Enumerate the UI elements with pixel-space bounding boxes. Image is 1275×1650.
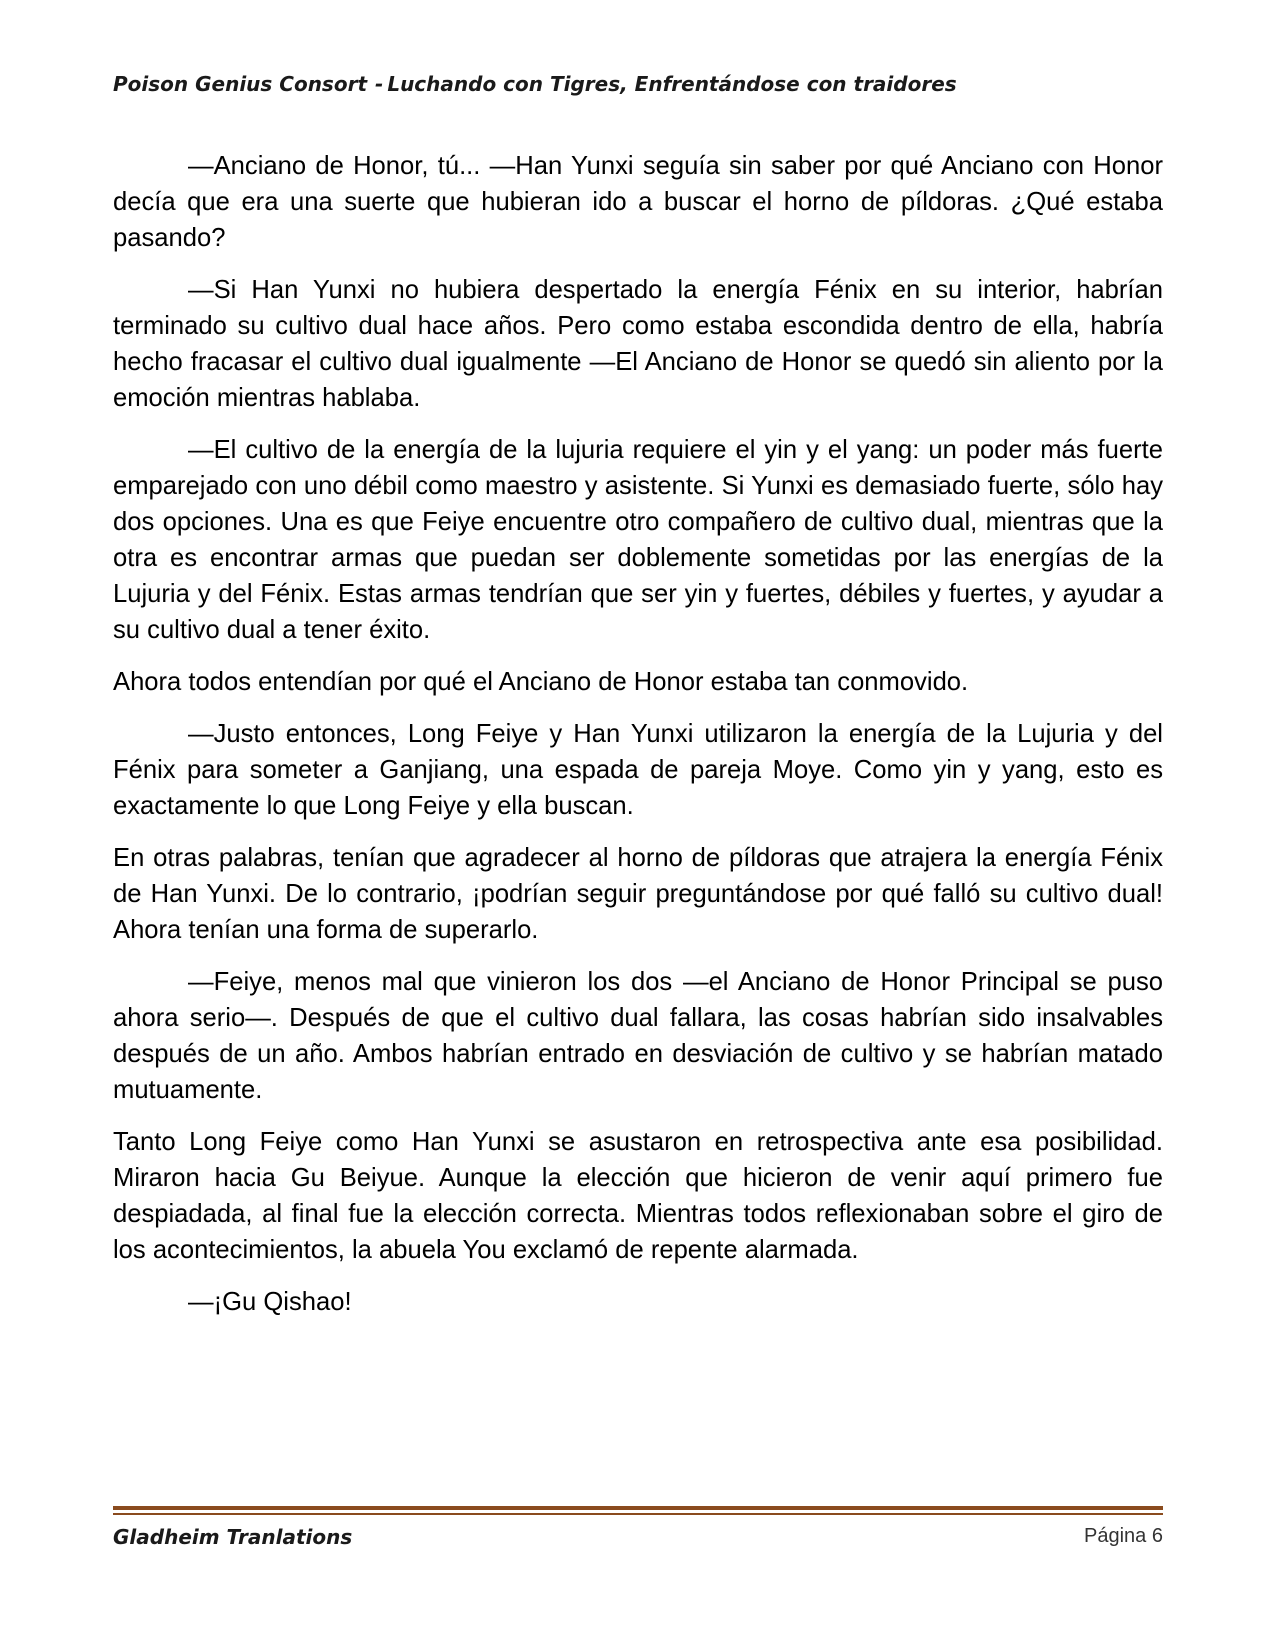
paragraph: —Feiye, menos mal que vinieron los dos —el Anciano de Honor Principal se puso ahora serio—. Después de que el cultivo dual fallara, las cosas habrían sido insalvables después de un año. Ambos habrían entrado en desviación de cultivo y se habrían matado mutuamente. [113, 968, 1163, 1104]
footer-rule-thick [113, 1506, 1163, 1510]
paragraph: En otras palabras, tenían que agradecer al horno de píldoras que atrajera la energía Fénix de Han Yunxi. De lo contrario, ¡podrían seguir preguntándose por qué falló su cultivo dual! Ahora tenían una forma de superarlo. [113, 844, 1163, 944]
paragraph: —¡Gu Qishao! [188, 1288, 352, 1316]
header-separator: - [375, 72, 384, 96]
paragraph: —El cultivo de la energía de la lujuria requiere el yin y el yang: un poder más fuerte emparejado con uno débil como maestro y asistente. Si Yunxi es demasiado fuerte, sólo hay dos opciones. Una es que Feiye encuentre otro compañero de cultivo dual, mientras que la otra es encontrar armas que puedan ser doblemente sometidas por las energías de la Lujuria y del Fénix. Estas armas tendrían que ser yin y fuertes, débiles y fuertes, y ayudar a su cultivo dual a tener éxito. [113, 436, 1163, 644]
footer-publisher: Gladheim Tranlations [113, 1525, 353, 1549]
book-title: Poison Genius Consort [113, 72, 368, 96]
paragraph: —Si Han Yunxi no hubiera despertado la energía Fénix en su interior, habrían terminado su cultivo dual hace años. Pero como estaba escondida dentro de ella, habría hecho fracasar el cultivo dual igualmente —El Anciano de Honor se quedó sin aliento por la emoción mientras hablaba. [113, 276, 1163, 412]
page-header [113, 72, 1163, 96]
footer-rule-thin [113, 1513, 1163, 1515]
paragraph: Ahora todos entendían por qué el Anciano de Honor estaba tan conmovido. [113, 668, 969, 696]
page-number: Página 6 [1084, 1525, 1163, 1547]
paragraph: Tanto Long Feiye como Han Yunxi se asustaron en retrospectiva ante esa posibilidad. Miraron hacia Gu Beiyue. Aunque la elección que hicieron de venir aquí primero fue despiadada, al final fue la elección correcta. Mientras todos reflexionaban sobre el giro de los acontecimientos, la abuela You exclamó de repente alarmada. [113, 1128, 1163, 1264]
chapter-title: Luchando con Tigres, Enfrentándose con traidores [387, 72, 957, 96]
body-text [113, 148, 1163, 1336]
paragraph: —Justo entonces, Long Feiye y Han Yunxi utilizaron la energía de la Lujuria y del Fénix para someter a Ganjiang, una espada de pareja Moye. Como yin y yang, esto es exactamente lo que Long Feiye y ella buscan. [113, 720, 1163, 820]
paragraph: —Anciano de Honor, tú... —Han Yunxi seguía sin saber por qué Anciano con Honor decía que era una suerte que hubieran ido a buscar el horno de píldoras. ¿Qué estaba pasando? [113, 152, 1163, 252]
